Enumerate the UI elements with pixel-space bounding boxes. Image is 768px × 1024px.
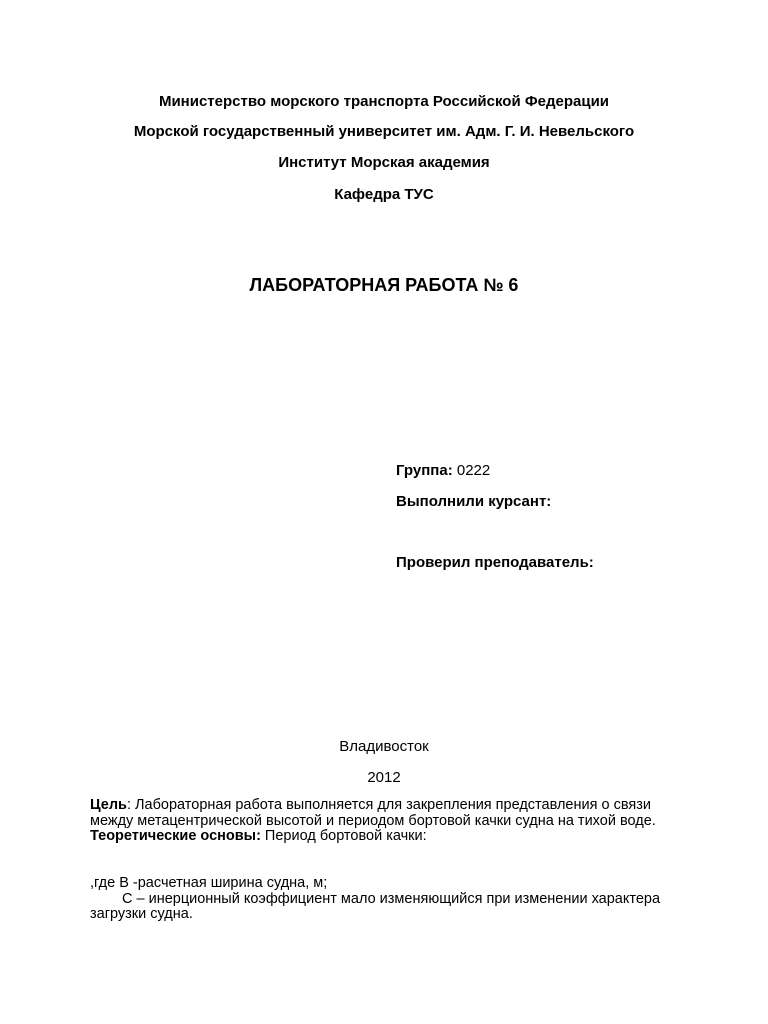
group-value: 0222	[452, 462, 491, 479]
theory-text: Период бортовой качки:	[260, 828, 427, 844]
university-heading: Морской государственный университет им. Адм. Г. И. Невельского	[133, 123, 635, 140]
c-coefficient-text: C – инерционный коэффициент мало изменяющийся при изменении характера загрузки судна.	[90, 890, 661, 922]
department-heading: Кафедра ТУС	[334, 186, 434, 203]
city: Владивосток	[339, 738, 429, 755]
formula-explanation	[90, 876, 690, 923]
institute-heading: Институт Морская академия	[278, 154, 490, 171]
page-title: ЛАБОРАТОРНАЯ РАБОТА № 6	[249, 275, 519, 295]
goal-paragraph	[90, 798, 690, 845]
group-line	[396, 461, 490, 481]
ministry-heading: Министерство морского транспорта Российской Федерации	[158, 93, 610, 110]
theory-label: Теоретические основы:	[90, 828, 261, 844]
goal-label: Цель	[90, 797, 127, 813]
students-label: Выполнили курсант:	[396, 493, 552, 510]
c-coefficient-line	[90, 892, 690, 923]
checked-by-label: Проверил преподаватель:	[396, 554, 594, 571]
goal-text: : Лабораторная работа выполняется для закрепления представления о связи между метацентрической высотой и периодом бортовой качки судна на тихой воде.	[90, 797, 656, 829]
where-line: ,где B -расчетная ширина судна, м;	[90, 875, 328, 891]
group-label: Группа:	[396, 462, 453, 479]
year: 2012	[367, 769, 401, 786]
